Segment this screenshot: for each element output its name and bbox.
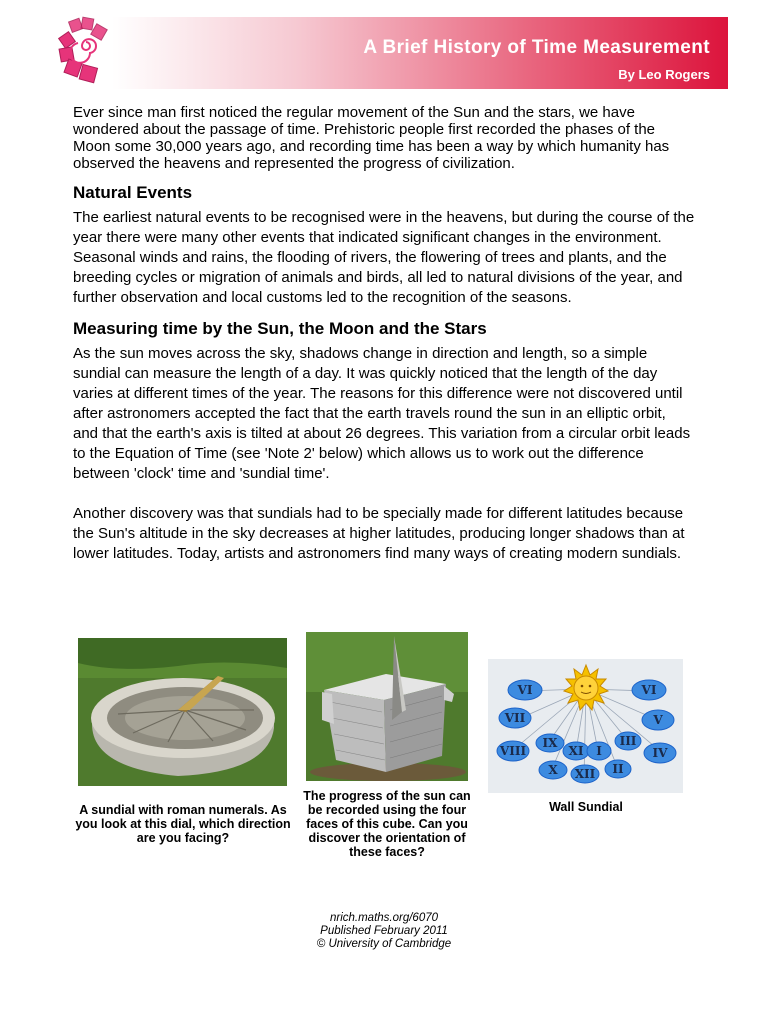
document-title: A Brief History of Time Measurement — [363, 37, 710, 58]
numeral-ii: II — [612, 762, 624, 776]
natural-events-paragraph: The earliest natural events to be recognised were in the heavens, but during the course of the year there were many other events that indicated significant changes in the environment. Seasonal winds and rains, the flooding of rivers, the flowering of trees and plants, and the breeding cycles or migration of animals and birds, all led to natural divisions of the year, and further observation and local customs led to the recognition of the seasons. — [73, 209, 695, 306]
figure-stone-sundial — [78, 638, 287, 786]
cube-sundial-image — [306, 632, 468, 781]
figure-cube-sundial — [306, 632, 468, 781]
intro-paragraph: Ever since man first noticed the regular movement of the Sun and the stars, we have wondered about the passage of time. Prehistoric people first recorded the phases of the Moon some 30,000 years ago, and recording time has been a way by which humanity has observed the heavens and represented the progress of civilization. — [73, 104, 670, 172]
heading-measuring-time: Measuring time by the Sun, the Moon and the Stars — [73, 319, 487, 338]
stone-sundial-image — [78, 638, 287, 786]
measuring-time-paragraph-1: As the sun moves across the sky, shadows change in direction and length, so a simple sundial can measure the length of a day. It was quickly noticed that the length of the day varies at different times of the year. The reasons for this difference were not discovered until after astronomers accepted the fact that the earth travels round the sun in an elliptic orbit, and that the earth's axis is tilted at about 26 degrees. This variation from a circular orbit leads to the Equation of Time (see 'Note 2' below) which allows us to work out the difference between 'clock' time and 'sundial time'. — [73, 345, 691, 482]
main-content — [73, 104, 695, 564]
numeral-vii: VII — [504, 711, 526, 725]
numeral-iv: IV — [652, 746, 668, 760]
numeral-vi-right: VI — [641, 683, 657, 697]
numeral-i: I — [596, 744, 602, 758]
footer-published: Published February 2011 — [320, 925, 448, 937]
wall-sundial-image — [488, 659, 683, 793]
footer-url: nrich.maths.org/6070 — [329, 912, 439, 924]
nrich-logo — [56, 14, 114, 86]
spiral-logo-icon — [56, 14, 114, 86]
header-banner — [112, 17, 728, 89]
heading-natural-events: Natural Events — [73, 183, 193, 202]
numeral-viii: VIII — [499, 744, 527, 758]
numeral-ix: IX — [542, 736, 558, 750]
numeral-vi-left: VI — [517, 683, 533, 697]
measuring-time-paragraph-2: Another discovery was that sundials had to be specially made for different latitudes because the Sun's altitude in the sky decreases at higher latitudes, producing longer shadows than at lower latitudes. Today, artists and astronomers find many ways of creating modern sundials. — [73, 505, 685, 562]
caption-stone-sundial: A sundial with roman numerals. As you look at this dial, which direction are you facing? — [75, 803, 291, 845]
numeral-v: V — [653, 713, 663, 727]
footer-copyright: © University of Cambridge — [316, 938, 452, 950]
footer — [0, 912, 768, 951]
figure-wall-sundial — [488, 659, 683, 793]
numeral-x: X — [548, 763, 558, 777]
numeral-iii: III — [619, 734, 637, 748]
numeral-xi: XI — [568, 744, 584, 758]
numeral-xii: XII — [574, 767, 596, 781]
caption-wall-sundial: Wall Sundial — [549, 800, 623, 814]
caption-cube-sundial: The progress of the sun can be recorded using the four faces of this cube. Can you discover the orientation of these faces? — [303, 789, 471, 859]
author-byline: By Leo Rogers — [618, 67, 710, 82]
